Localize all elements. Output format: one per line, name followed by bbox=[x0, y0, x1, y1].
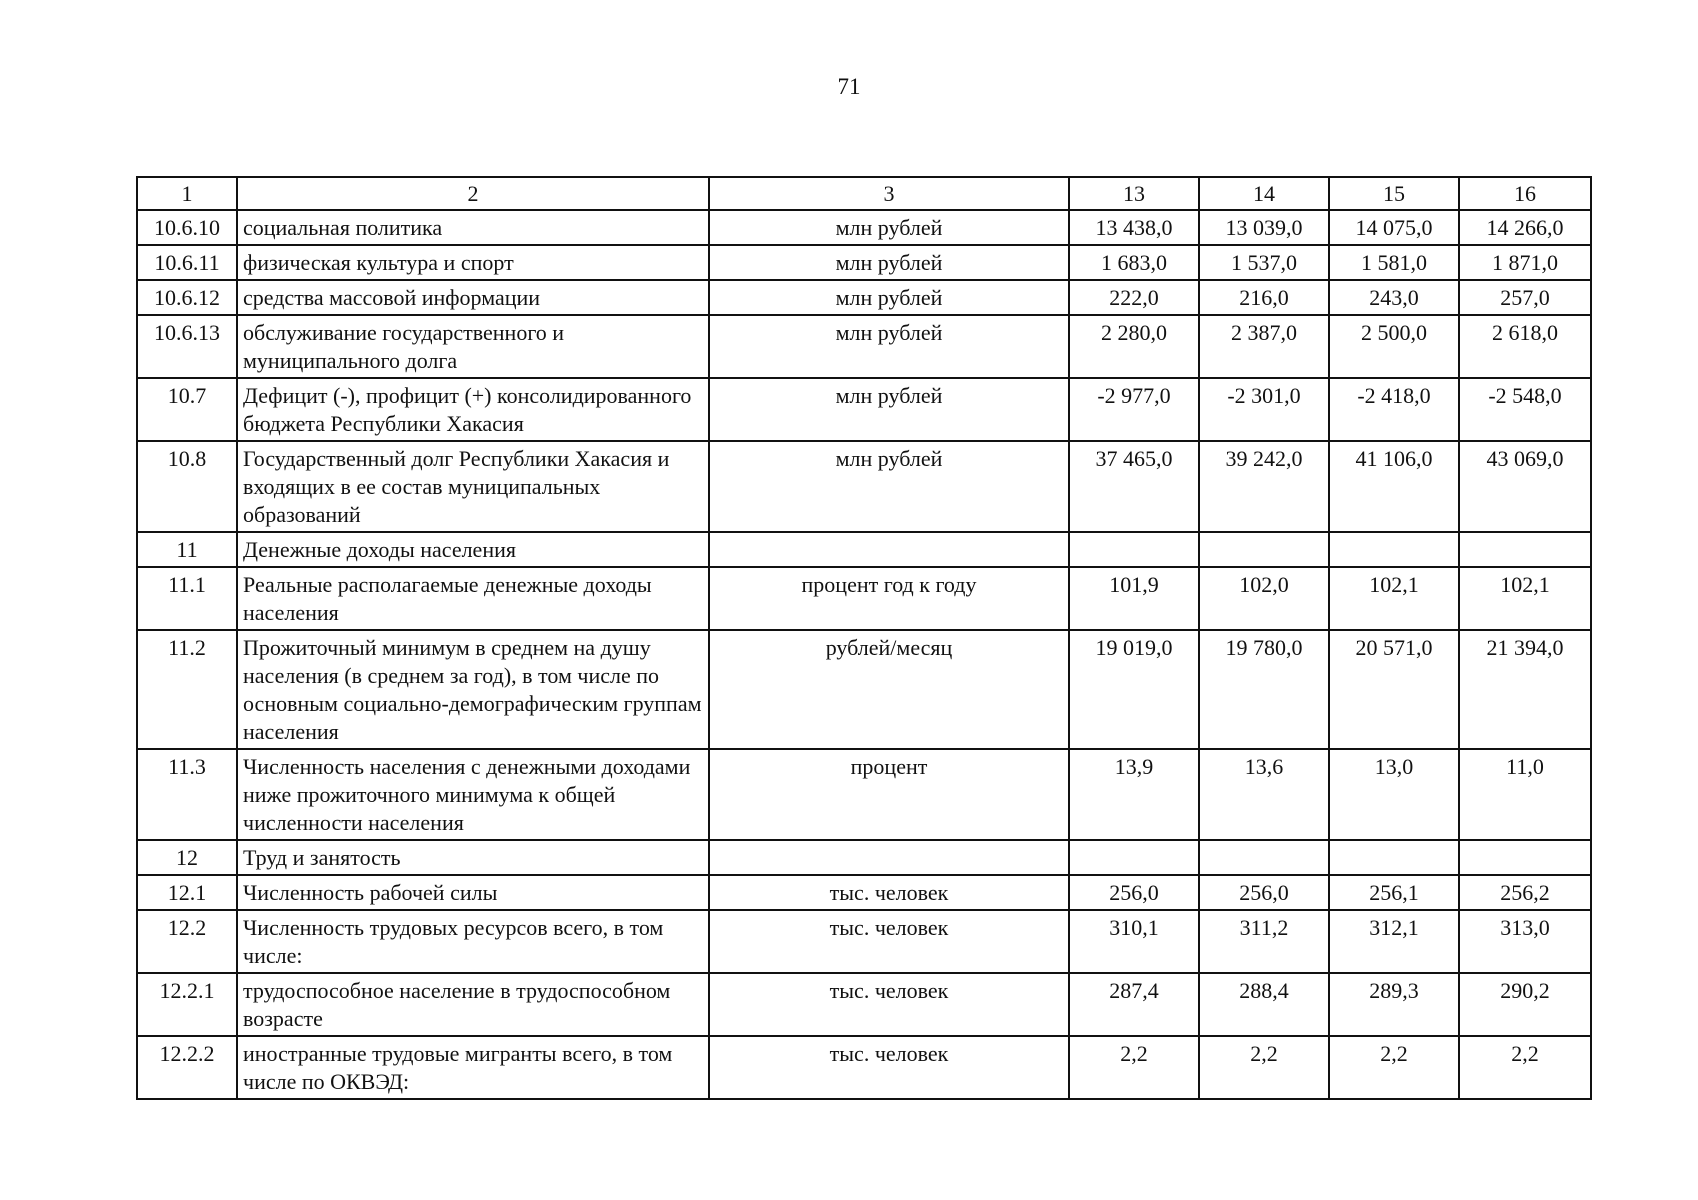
value-col-14-cell: 19 780,0 bbox=[1199, 630, 1329, 749]
table-row bbox=[137, 749, 1591, 840]
unit-cell: тыс. человек bbox=[709, 910, 1069, 973]
value-col-14-cell: 1 537,0 bbox=[1199, 245, 1329, 280]
column-header: 13 bbox=[1069, 177, 1199, 210]
value-col-13-cell: 19 019,0 bbox=[1069, 630, 1199, 749]
table-row bbox=[137, 532, 1591, 567]
value-col-16-cell: 2 618,0 bbox=[1459, 315, 1591, 378]
value-col-15-cell: 256,1 bbox=[1329, 875, 1459, 910]
value-col-15-cell bbox=[1329, 840, 1459, 875]
value-col-15-cell: 13,0 bbox=[1329, 749, 1459, 840]
value-col-15-cell: 289,3 bbox=[1329, 973, 1459, 1036]
value-col-15-cell: 312,1 bbox=[1329, 910, 1459, 973]
row-number-cell: 11.3 bbox=[137, 749, 237, 840]
table-row bbox=[137, 630, 1591, 749]
indicator-name-cell: Труд и занятость bbox=[237, 840, 709, 875]
value-col-15-cell: 2 500,0 bbox=[1329, 315, 1459, 378]
row-number-cell: 11.2 bbox=[137, 630, 237, 749]
value-col-14-cell bbox=[1199, 840, 1329, 875]
indicator-name-cell: Дефицит (-), профицит (+) консолидированного бюджета Республики Хакасия bbox=[237, 378, 709, 441]
unit-cell: рублей/месяц bbox=[709, 630, 1069, 749]
row-number-cell: 11 bbox=[137, 532, 237, 567]
row-number-cell: 10.6.13 bbox=[137, 315, 237, 378]
unit-cell: млн рублей bbox=[709, 245, 1069, 280]
value-col-13-cell: -2 977,0 bbox=[1069, 378, 1199, 441]
value-col-15-cell: 2,2 bbox=[1329, 1036, 1459, 1099]
value-col-13-cell: 222,0 bbox=[1069, 280, 1199, 315]
value-col-16-cell: 43 069,0 bbox=[1459, 441, 1591, 532]
value-col-14-cell: 2,2 bbox=[1199, 1036, 1329, 1099]
value-col-13-cell bbox=[1069, 840, 1199, 875]
column-header: 3 bbox=[709, 177, 1069, 210]
value-col-16-cell: -2 548,0 bbox=[1459, 378, 1591, 441]
value-col-15-cell: -2 418,0 bbox=[1329, 378, 1459, 441]
value-col-16-cell bbox=[1459, 532, 1591, 567]
value-col-13-cell: 13 438,0 bbox=[1069, 210, 1199, 245]
unit-cell: процент bbox=[709, 749, 1069, 840]
unit-cell: млн рублей bbox=[709, 378, 1069, 441]
value-col-13-cell: 256,0 bbox=[1069, 875, 1199, 910]
unit-cell: тыс. человек bbox=[709, 875, 1069, 910]
page-number: 71 bbox=[837, 74, 861, 99]
value-col-15-cell: 41 106,0 bbox=[1329, 441, 1459, 532]
value-col-13-cell: 101,9 bbox=[1069, 567, 1199, 630]
value-col-14-cell: 288,4 bbox=[1199, 973, 1329, 1036]
indicator-name-cell: Прожиточный минимум в среднем на душу населения (в среднем за год), в том числе по основным социально-демографическим группам населения bbox=[237, 630, 709, 749]
table-body bbox=[137, 177, 1591, 1099]
value-col-16-cell: 1 871,0 bbox=[1459, 245, 1591, 280]
table-row bbox=[137, 973, 1591, 1036]
row-number-cell: 10.8 bbox=[137, 441, 237, 532]
value-col-16-cell: 290,2 bbox=[1459, 973, 1591, 1036]
column-header-row bbox=[137, 177, 1591, 210]
value-col-15-cell: 14 075,0 bbox=[1329, 210, 1459, 245]
value-col-14-cell: 311,2 bbox=[1199, 910, 1329, 973]
table-row bbox=[137, 875, 1591, 910]
value-col-16-cell: 313,0 bbox=[1459, 910, 1591, 973]
row-number-cell: 12.1 bbox=[137, 875, 237, 910]
row-number-cell: 10.6.12 bbox=[137, 280, 237, 315]
indicators-table bbox=[136, 176, 1592, 1100]
unit-cell: тыс. человек bbox=[709, 1036, 1069, 1099]
table-row bbox=[137, 378, 1591, 441]
indicator-name-cell: Реальные располагаемые денежные доходы населения bbox=[237, 567, 709, 630]
unit-cell: млн рублей bbox=[709, 210, 1069, 245]
value-col-15-cell bbox=[1329, 532, 1459, 567]
unit-cell: млн рублей bbox=[709, 280, 1069, 315]
unit-cell: млн рублей bbox=[709, 315, 1069, 378]
value-col-13-cell: 310,1 bbox=[1069, 910, 1199, 973]
value-col-16-cell: 11,0 bbox=[1459, 749, 1591, 840]
value-col-13-cell: 1 683,0 bbox=[1069, 245, 1199, 280]
table-row bbox=[137, 840, 1591, 875]
value-col-14-cell: 13 039,0 bbox=[1199, 210, 1329, 245]
unit-cell: процент год к году bbox=[709, 567, 1069, 630]
value-col-13-cell bbox=[1069, 532, 1199, 567]
column-header: 1 bbox=[137, 177, 237, 210]
value-col-16-cell: 257,0 bbox=[1459, 280, 1591, 315]
value-col-15-cell: 20 571,0 bbox=[1329, 630, 1459, 749]
unit-cell: тыс. человек bbox=[709, 973, 1069, 1036]
column-header: 14 bbox=[1199, 177, 1329, 210]
value-col-14-cell: -2 301,0 bbox=[1199, 378, 1329, 441]
table-row bbox=[137, 1036, 1591, 1099]
value-col-14-cell bbox=[1199, 532, 1329, 567]
indicator-name-cell: Государственный долг Республики Хакасия и входящих в ее состав муниципальных образований bbox=[237, 441, 709, 532]
row-number-cell: 10.6.11 bbox=[137, 245, 237, 280]
value-col-16-cell: 256,2 bbox=[1459, 875, 1591, 910]
row-number-cell: 12 bbox=[137, 840, 237, 875]
row-number-cell: 11.1 bbox=[137, 567, 237, 630]
value-col-13-cell: 37 465,0 bbox=[1069, 441, 1199, 532]
value-col-15-cell: 1 581,0 bbox=[1329, 245, 1459, 280]
value-col-14-cell: 256,0 bbox=[1199, 875, 1329, 910]
indicator-name-cell: иностранные трудовые мигранты всего, в том числе по ОКВЭД: bbox=[237, 1036, 709, 1099]
unit-cell bbox=[709, 840, 1069, 875]
indicator-name-cell: физическая культура и спорт bbox=[237, 245, 709, 280]
indicator-name-cell: Численность рабочей силы bbox=[237, 875, 709, 910]
value-col-16-cell: 2,2 bbox=[1459, 1036, 1591, 1099]
table-row bbox=[137, 245, 1591, 280]
value-col-16-cell bbox=[1459, 840, 1591, 875]
value-col-15-cell: 243,0 bbox=[1329, 280, 1459, 315]
value-col-14-cell: 102,0 bbox=[1199, 567, 1329, 630]
row-number-cell: 12.2 bbox=[137, 910, 237, 973]
row-number-cell: 12.2.2 bbox=[137, 1036, 237, 1099]
value-col-14-cell: 39 242,0 bbox=[1199, 441, 1329, 532]
indicator-name-cell: Численность трудовых ресурсов всего, в том числе: bbox=[237, 910, 709, 973]
value-col-13-cell: 2 280,0 bbox=[1069, 315, 1199, 378]
table-row bbox=[137, 910, 1591, 973]
row-number-cell: 10.7 bbox=[137, 378, 237, 441]
row-number-cell: 10.6.10 bbox=[137, 210, 237, 245]
indicator-name-cell: Денежные доходы населения bbox=[237, 532, 709, 567]
table-row bbox=[137, 315, 1591, 378]
unit-cell: млн рублей bbox=[709, 441, 1069, 532]
value-col-15-cell: 102,1 bbox=[1329, 567, 1459, 630]
value-col-16-cell: 21 394,0 bbox=[1459, 630, 1591, 749]
table-row bbox=[137, 567, 1591, 630]
value-col-14-cell: 13,6 bbox=[1199, 749, 1329, 840]
value-col-14-cell: 216,0 bbox=[1199, 280, 1329, 315]
value-col-13-cell: 2,2 bbox=[1069, 1036, 1199, 1099]
indicator-name-cell: трудоспособное население в трудоспособном возрасте bbox=[237, 973, 709, 1036]
row-number-cell: 12.2.1 bbox=[137, 973, 237, 1036]
value-col-16-cell: 102,1 bbox=[1459, 567, 1591, 630]
table-row bbox=[137, 210, 1591, 245]
indicator-name-cell: социальная политика bbox=[237, 210, 709, 245]
indicator-name-cell: средства массовой информации bbox=[237, 280, 709, 315]
table-row bbox=[137, 280, 1591, 315]
indicator-name-cell: Численность населения с денежными доходами ниже прожиточного минимума к общей численности населения bbox=[237, 749, 709, 840]
column-header: 2 bbox=[237, 177, 709, 210]
value-col-14-cell: 2 387,0 bbox=[1199, 315, 1329, 378]
indicator-name-cell: обслуживание государственного и муниципального долга bbox=[237, 315, 709, 378]
column-header: 16 bbox=[1459, 177, 1591, 210]
value-col-16-cell: 14 266,0 bbox=[1459, 210, 1591, 245]
table-row bbox=[137, 441, 1591, 532]
value-col-13-cell: 287,4 bbox=[1069, 973, 1199, 1036]
unit-cell bbox=[709, 532, 1069, 567]
value-col-13-cell: 13,9 bbox=[1069, 749, 1199, 840]
column-header: 15 bbox=[1329, 177, 1459, 210]
